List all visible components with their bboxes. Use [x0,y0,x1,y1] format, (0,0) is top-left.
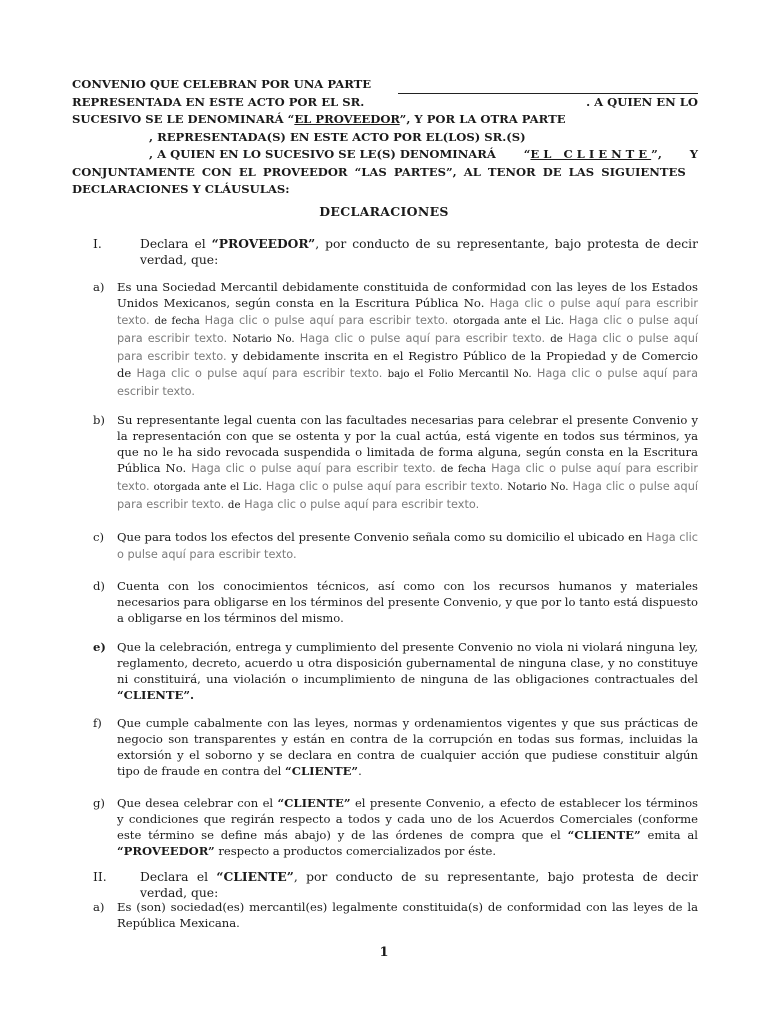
declaration-g: g) Que desea celebrar con el “CLIENTE” el presente Convenio, a efecto de establecer los términos y condiciones que regirán respecto a todos y cada uno de los Acuerdos Comerciales (conforme este término se define más abajo) y de las órdenes de compra que el “CLIENTE” emita al “PROVEEDOR” respecto a productos comercializados por éste. [93,796,699,858]
section-1-heading: I. Declara el “PROVEEDOR”, por conducto de su representante, bajo protesta de decir verdad, que: [93,236,698,267]
cliente-term: EL CLIENTE [530,147,652,161]
intro-line-2: REPRESENTADA EN ESTE ACTO POR EL SR. [72,94,365,109]
intro-line-1: CONVENIO QUE CELEBRAN POR UNA PARTE [72,77,372,91]
placeholder-field[interactable]: Haga clic o pulse aquí para escribir texto. [117,332,698,363]
page-number: 1 [379,945,389,960]
placeholder-field[interactable]: Haga clic o pulse aquí para escribir texto. [117,462,699,493]
placeholder-field[interactable]: Haga clic o pulse aquí para escribir texto. [117,531,698,561]
proveedor-term: EL PROVEEDOR [294,112,400,126]
intro-line-2-end: . A QUIEN EN LO [586,94,698,109]
intro-line-4: , REPRESENTADA(S) EN ESTE ACTO POR EL(LOS) SR.(S) [149,129,526,144]
declaration-e: e) Que la celebración, entrega y cumplimiento del presente Convenio no viola ni violará ninguna ley, reglamento, decreto, acuerdo u otra disposición gubernamental de ninguna clase, y no constituye ni constituirá, una violación o incumplimiento de ninguna de las obligaciones contractuales del “CLIENTE”. [93,640,698,702]
placeholder-field[interactable]: Haga clic o pulse aquí para escribir texto. [265,480,504,493]
party-name-blank[interactable] [398,76,698,94]
placeholder-field[interactable]: Haga clic o pulse aquí para escribir texto. [299,332,546,345]
intro-line-7: DECLARACIONES Y CLÁUSULAS: [72,182,290,196]
declaration-a: a) Es una Sociedad Mercantil debidamente constituida de conformidad con las leyes de los Estados Unidos Mexicanos, según consta en la Escritura Pública No. Haga clic o pulse aquí para escribir texto. de fecha Haga clic o pulse aquí para escribir texto. otorgada ante el Lic. Haga clic o pulse aquí para escribir texto. Notario No. Haga clic o pulse aquí para escribir texto. de Haga clic o pulse aquí para escribir texto. y debidamente inscrita en el Registro Público de la Propiedad y de Comercio de Haga clic o pulse aquí para escribir texto. bajo el Folio Mercantil No. Haga clic o pulse aquí para escribir texto. [93,280,699,398]
placeholder-field[interactable]: Haga clic o pulse aquí para escribir texto. [244,498,480,511]
placeholder-field[interactable]: Haga clic o pulse aquí para escribir texto. [204,314,449,327]
intro-line-5: , A QUIEN EN LO SUCESIVO SE LE(S) DENOMINARÁ [149,147,496,161]
placeholder-field[interactable]: Haga clic o pulse aquí para escribir texto. [117,480,699,511]
declaration-b: b) Su representante legal cuenta con las facultades necesarias para celebrar el presente Convenio y la representación con que se ostenta y por la cual actúa, está vigente en todos sus términos, ya que no le ha sido revocada suspendida o limitada de forma alguna, según consta en la Escritura Pública No. Haga clic o pulse aquí para escribir texto. de fecha Haga clic o pulse aquí para escribir texto. otorgada ante el Lic. Haga clic o pulse aquí para escribir texto. Notario No. Haga clic o pulse aquí para escribir texto. de Haga clic o pulse aquí para escribir texto. [93,413,699,511]
section-2-heading: II. Declara el “CLIENTE”, por conducto de su representante, bajo protesta de decir verdad, que: [93,869,698,900]
placeholder-field[interactable]: Haga clic o pulse aquí para escribir texto. [117,367,698,398]
declaration-2-a: a) Es (son) sociedad(es) mercantil(es) legalmente constituida(s) de conformidad con las leyes de la República Mexicana. [93,900,698,930]
declaration-f: f) Que cumple cabalmente con las leyes, normas y ordenamientos vigentes y que sus prácticas de negocio son transparentes y están en contra de la corrupción en todas sus formas, incluidas la extorsión y el soborno y se declara en contra de cualquier acción que pudiese constituir algún tipo de fraude en contra del “CLIENTE”. [93,716,698,778]
declaraciones-heading: DECLARACIONES [319,204,449,219]
intro-line-6: CONJUNTAMENTE CON EL PROVEEDOR “LAS PARTES”, AL TENOR DE LAS SIGUIENTES [72,164,686,179]
placeholder-field[interactable]: Haga clic o pulse aquí para escribir texto. [117,297,698,327]
intro-paragraph: CONVENIO QUE CELEBRAN POR UNA PARTE REPRESENTADA EN ESTE ACTO POR EL SR. . A QUIEN EN LO SUCESIVO SE LE DENOMINARÁ “EL PROVEEDOR”, Y POR LA OTRA PARTE , REPRESENTADA(S) EN ESTE ACTO POR EL(LOS) SR.(S) , A QUIEN EN LO SUCESIVO SE LE(S) DENOMINARÁ “EL CLIENTE”, Y CONJUNTAMENTE CON EL PROVEEDOR “LAS PARTES”, AL TENOR DE LAS SIGUIENTES DECLARACIONES Y CLÁUSULAS: [72,76,698,199]
placeholder-field[interactable]: Haga clic o pulse aquí para escribir texto. [117,314,699,345]
declaration-d: d) Cuenta con los conocimientos técnicos, así como con los recursos humanos y materiales necesarios para obligarse en los términos del presente Convenio, y que por lo tanto está dispuesto a obligarse en los términos del mismo. [93,579,699,625]
placeholder-field[interactable]: Haga clic o pulse aquí para escribir texto. [191,462,436,475]
placeholder-field[interactable]: Haga clic o pulse aquí para escribir texto. [136,367,383,380]
declaration-c: c) Que para todos los efectos del presente Convenio señala como su domicilio el ubicado en Haga clic o pulse aquí para escribir texto. [93,530,698,561]
